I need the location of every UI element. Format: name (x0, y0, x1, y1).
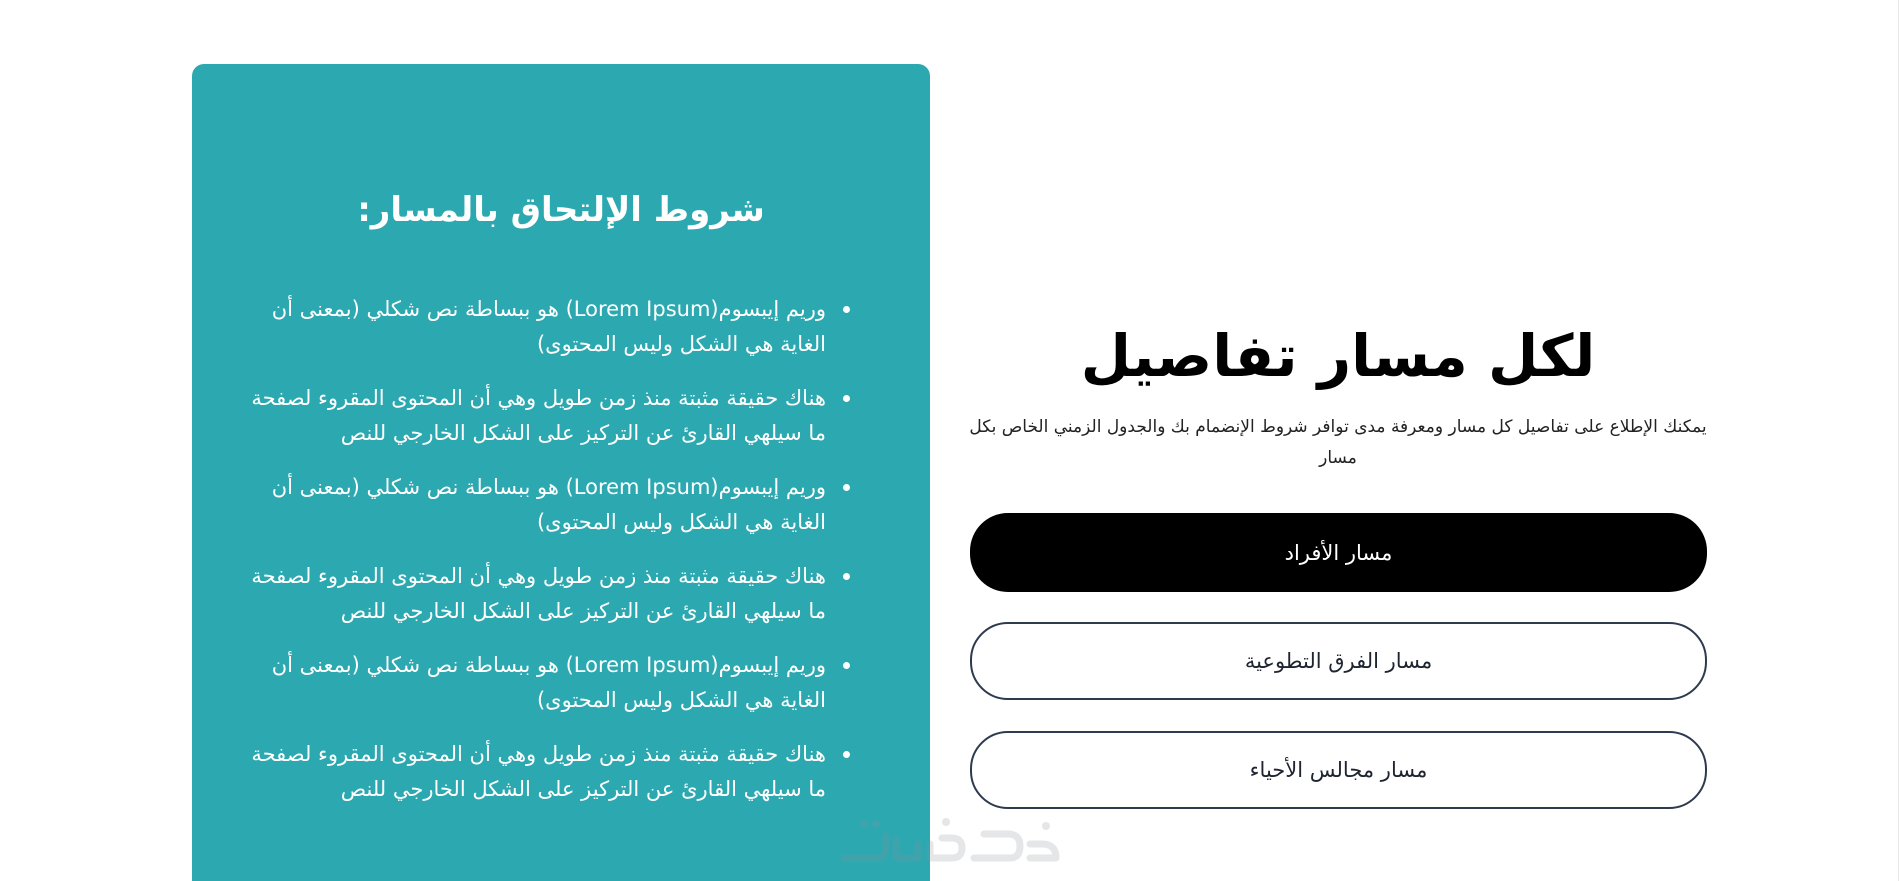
requirement-item (246, 559, 826, 629)
requirement-text: وريم إيبسوم(Lorem Ipsum) هو ببساطة نص شكلي (بمعنى أن الغاية هي الشكل وليس المحتوى) (271, 475, 826, 534)
button-label: مسار الفرق التطوعية (1244, 649, 1433, 673)
requirement-text: وريم إيبسوم(Lorem Ipsum) هو ببساطة نص شكلي (بمعنى أن الغاية هي الشكل وليس المحتوى) (271, 653, 826, 712)
bullet-icon (843, 573, 850, 580)
scrollbar-edge (1898, 0, 1899, 881)
volunteer-teams-path-button[interactable] (970, 622, 1707, 700)
requirement-item (246, 470, 826, 540)
requirement-text: وريم إيبسوم(Lorem Ipsum) هو ببساطة نص شكلي (بمعنى أن الغاية هي الشكل وليس المحتوى) (271, 297, 826, 356)
button-label: مسار الأفراد (1284, 540, 1393, 565)
requirement-item (246, 648, 826, 718)
neighborhood-councils-path-button[interactable] (970, 731, 1707, 809)
bullet-icon (843, 306, 850, 313)
requirement-item (246, 292, 826, 362)
requirements-list (246, 292, 850, 826)
bullet-icon (843, 751, 850, 758)
requirement-item (246, 381, 826, 451)
khamsat-logo-watermark-icon (834, 806, 1064, 876)
button-label: مسار مجالس الأحياء (1249, 758, 1428, 782)
individuals-path-button[interactable] (970, 513, 1707, 592)
requirement-text: هناك حقيقة مثبتة منذ زمن طويل وهي أن المحتوى المقروء لصفحة ما سيلهي القارئ عن التركيز على الشكل الخارجي للنص (251, 742, 826, 801)
requirements-title: شروط الإلتحاق بالمسار: (357, 190, 765, 230)
paths-heading: لكل مسار تفاصيل (1080, 322, 1596, 390)
requirement-text: هناك حقيقة مثبتة منذ زمن طويل وهي أن المحتوى المقروء لصفحة ما سيلهي القارئ عن التركيز على الشكل الخارجي للنص (251, 386, 826, 445)
requirements-card (192, 64, 930, 881)
paths-subtitle: يمكنك الإطلاع على تفاصيل كل مسار ومعرفة مدى توافر شروط الإنضمام بك والجدول الزمني الخاص بكل مسار (969, 417, 1707, 468)
requirement-text: هناك حقيقة مثبتة منذ زمن طويل وهي أن المحتوى المقروء لصفحة ما سيلهي القارئ عن التركيز على الشكل الخارجي للنص (251, 564, 826, 623)
requirement-item (246, 737, 826, 807)
bullet-icon (843, 484, 850, 491)
bullet-icon (843, 395, 850, 402)
bullet-icon (843, 662, 850, 669)
